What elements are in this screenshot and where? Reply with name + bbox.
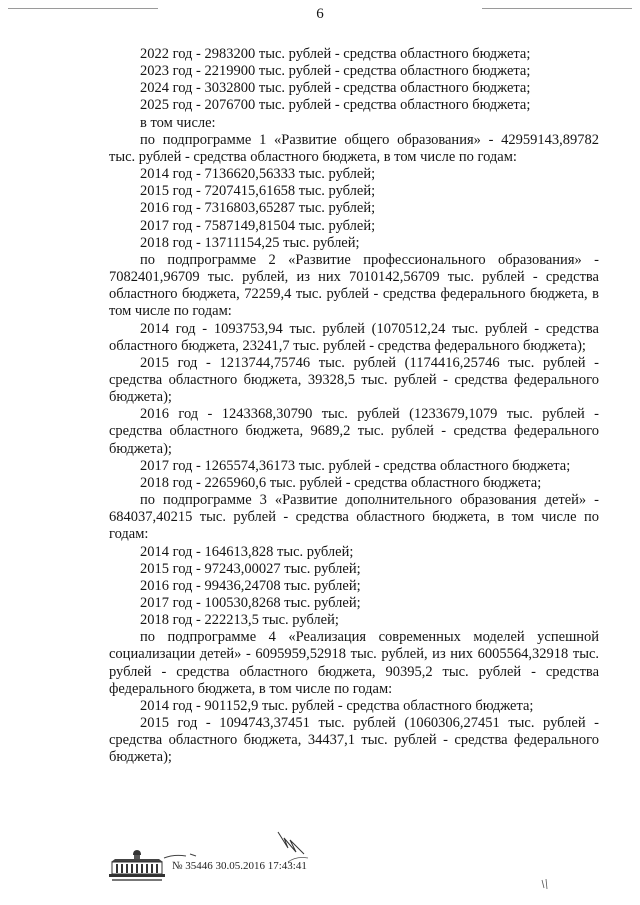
corner-pen-mark: [540, 878, 554, 892]
text-line: 2015 год - 1094743,37451 тыс. рублей (1060306,27451 тыс. рублей - средства областного бюджета, 34437,1 тыс. рублей - средства федерального бюджета);: [109, 715, 599, 766]
text-line: 2014 год - 1093753,94 тыс. рублей (1070512,24 тыс. рублей - средства областного бюджета, 23241,7 тыс. рублей - средства федерального бюджета);: [109, 320, 599, 354]
text-line: 2017 год - 7587149,81504 тыс. рублей;: [140, 217, 376, 234]
page-number: 6: [316, 6, 324, 22]
document-footer: [108, 842, 588, 892]
registration-stamp: № 35446 30.05.2016 17:43:41: [172, 860, 307, 872]
text-line: 2014 год - 164613,828 тыс. рублей;: [140, 543, 354, 560]
text-line: 2017 год - 100530,8268 тыс. рублей;: [140, 595, 361, 611]
text-line: 2018 год - 222213,5 тыс. рублей;: [140, 612, 339, 629]
text-line: 2014 год - 901152,9 тыс. рублей - средства областного бюджета;: [140, 697, 534, 714]
text-line: в том числе:: [140, 114, 216, 131]
text-line: 2025 год - 2076700 тыс. рублей - средства областного бюджета;: [140, 97, 531, 114]
text-line: 2016 год - 1243368,30790 тыс. рублей (1233679,1079 тыс. рублей - средства областного бюджета, 9689,2 тыс. рублей - средства федерального бюджета);: [109, 406, 599, 457]
text-line: 2024 год - 3032800 тыс. рублей - средства областного бюджета;: [140, 80, 531, 97]
text-line: 2014 год - 7136620,56333 тыс. рублей;: [140, 166, 376, 183]
text-line: 2015 год - 1213744,75746 тыс. рублей (1174416,25746 тыс. рублей - средства областного бюджета, 39328,5 тыс. рублей - средства федерального бюджета);: [109, 354, 599, 406]
text-line: по подпрограмме 1 «Развитие общего образования» - 42959143,89782 тыс. рублей - средства областного бюджета, в том числе по годам:: [109, 131, 599, 165]
text-line: 2023 год - 2219900 тыс. рублей - средства областного бюджета;: [140, 63, 531, 80]
text-line: 2015 год - 97243,00027 тыс. рублей;: [140, 560, 361, 577]
text-line: по подпрограмме 3 «Развитие дополнительного образования детей» - 684037,40215 тыс. рублей - средства областного бюджета, в том числе по годам:: [109, 492, 599, 543]
text-line: 2022 год - 2983200 тыс. рублей - средства областного бюджета;: [140, 46, 531, 62]
text-line: 2018 год - 2265960,6 тыс. рублей - средства областного бюджета;: [140, 474, 542, 491]
text-line: 2016 год - 7316803,65287 тыс. рублей;: [140, 200, 376, 217]
text-line: по подпрограмме 4 «Реализация современных моделей успешной социализации детей» - 6095959,52918 тыс. рублей, из них 6005564,32918 тыс. рублей - средства областного бюджета, 90395,2 тыс. рублей - средства федерального бюджета, в том числе по годам:: [109, 629, 599, 697]
government-building-icon: [108, 848, 166, 884]
text-line: по подпрограмме 2 «Развитие профессионального образования» - 7082401,96709 тыс. рублей, из них 7010142,56709 тыс. рублей - средства областного бюджета, 72259,4 тыс. рублей - средства федерального бюджета, в том числе по годам:: [109, 251, 599, 320]
text-line: 2015 год - 7207415,61658 тыс. рублей;: [140, 183, 376, 200]
document-body: [109, 46, 599, 767]
text-line: 2016 год - 99436,24708 тыс. рублей;: [140, 577, 361, 594]
text-line: 2018 год - 13711154,25 тыс. рублей;: [140, 234, 360, 251]
text-line: 2017 год - 1265574,36173 тыс. рублей - средства областного бюджета;: [140, 457, 571, 474]
